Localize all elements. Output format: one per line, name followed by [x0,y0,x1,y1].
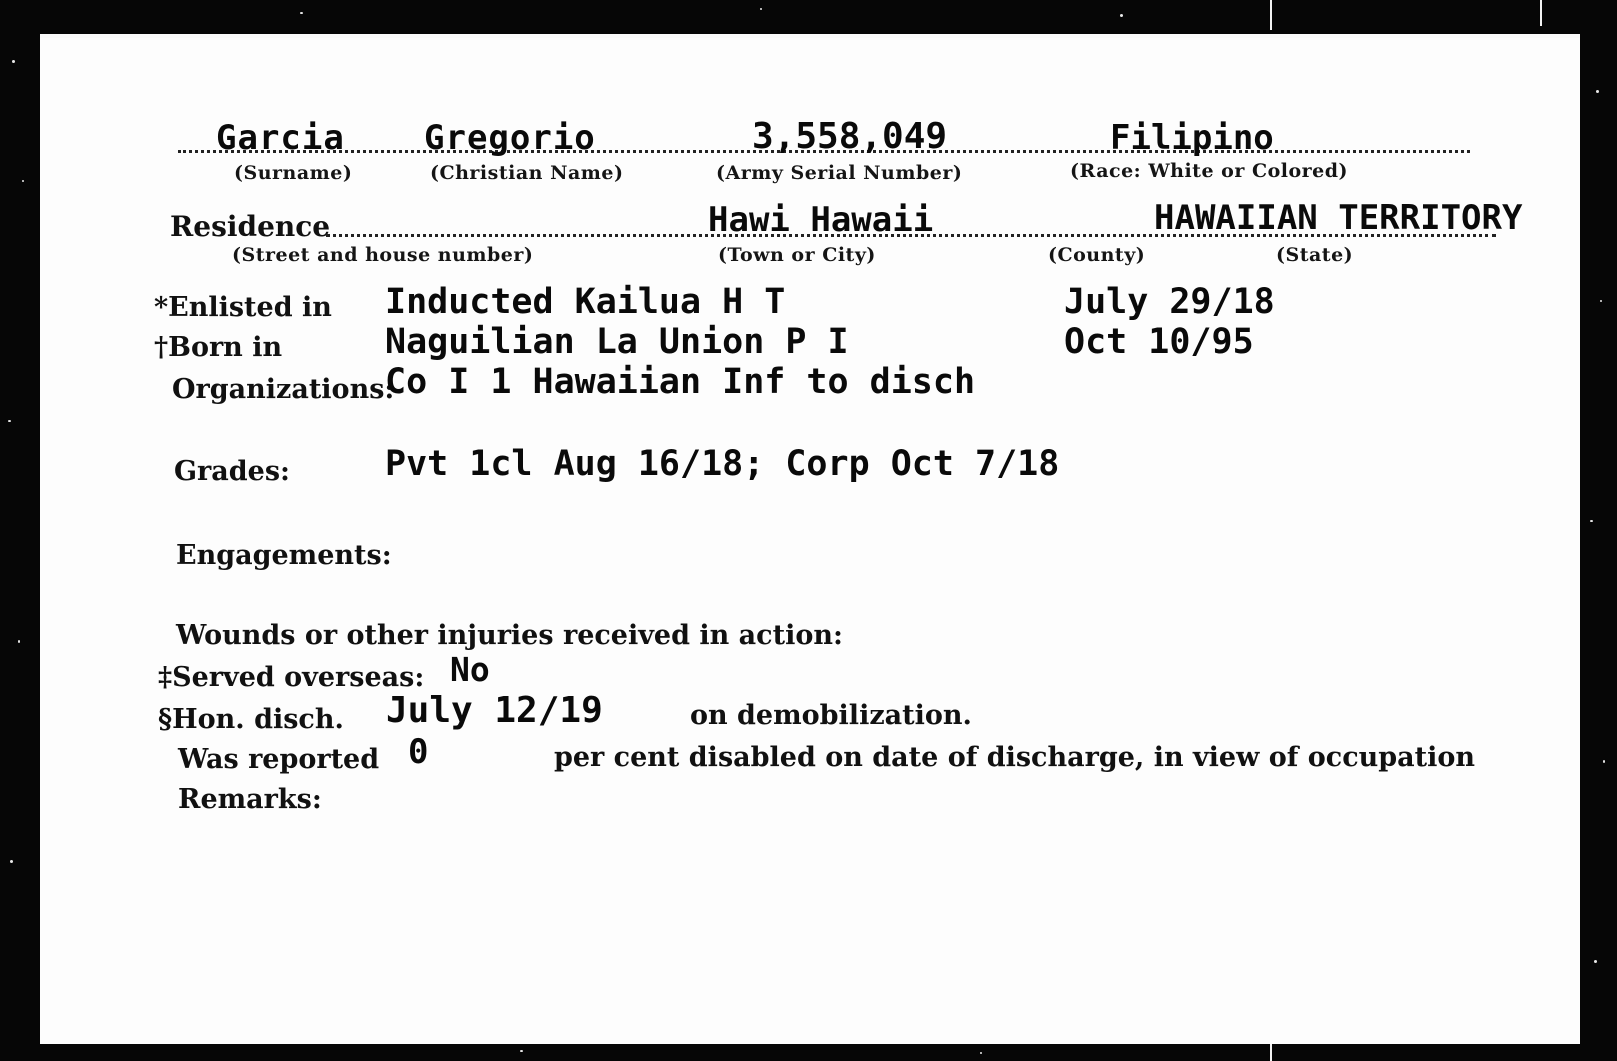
service-record-card [40,34,1580,1044]
residence-label: Residence [170,210,331,243]
film-scratch [1270,0,1272,30]
grades-value: Pvt 1cl Aug 16/18; Corp Oct 7/18 [385,444,1060,484]
christian-name-value: Gregorio [424,118,596,158]
film-speck [18,640,20,643]
state-value: HAWAIIAN TERRITORY [1154,198,1523,238]
army-serial-number-value: 3,558,049 [752,116,948,157]
film-speck [520,1050,523,1052]
served-overseas-label: ‡Served overseas: [158,662,425,693]
hon-disch-value: July 12/19 [386,690,603,731]
film-speck [980,1052,982,1054]
film-speck [1120,14,1123,17]
enlisted-label: *Enlisted in [154,292,332,323]
surname-value: Garcia [216,118,345,158]
race-value: Filipino [1110,118,1274,158]
enlisted-date: July 29/18 [1064,282,1275,322]
hon-disch-suffix: on demobilization. [690,700,972,731]
film-speck [12,60,15,63]
enlisted-value: Inducted Kailua H T [385,282,786,322]
film-speck [8,420,11,422]
film-speck [300,12,303,14]
film-speck [22,180,24,182]
film-speck [760,8,762,10]
christian-name-caption: (Christian Name) [430,162,624,184]
army-serial-number-caption: (Army Serial Number) [716,162,963,184]
town-value: Hawi Hawaii [708,200,934,240]
film-scratch [1270,1044,1272,1061]
film-speck [1596,90,1599,93]
born-date: Oct 10/95 [1064,322,1254,362]
hon-disch-label: §Hon. disch. [158,704,344,735]
born-value: Naguilian La Union P I [385,322,849,362]
born-label: †Born in [154,332,283,363]
surname-caption: (Surname) [234,162,353,184]
grades-label: Grades: [174,456,291,487]
film-scratch [1540,0,1542,26]
remarks-label: Remarks: [178,784,322,815]
race-caption: (Race: White or Colored) [1070,160,1349,182]
state-caption: (State) [1276,244,1354,266]
reported-label: Was reported [178,744,380,775]
reported-suffix: per cent disabled on date of discharge, in view of occupation [554,742,1476,773]
engagements-label: Engagements: [176,540,392,571]
film-speck [1603,760,1605,763]
film-speck [1590,520,1593,522]
film-speck [10,860,13,863]
county-caption: (County) [1048,244,1146,266]
served-overseas-value: No [450,650,490,689]
street-caption: (Street and house number) [232,244,534,266]
town-caption: (Town or City) [718,244,876,266]
film-speck [1600,300,1602,302]
organizations-label: Organizations: [172,374,395,405]
film-speck [1594,960,1597,963]
organizations-value: Co I 1 Hawaiian Inf to disch [385,362,976,402]
reported-value: 0 [408,732,429,772]
wounds-label: Wounds or other injuries received in action: [176,620,843,651]
